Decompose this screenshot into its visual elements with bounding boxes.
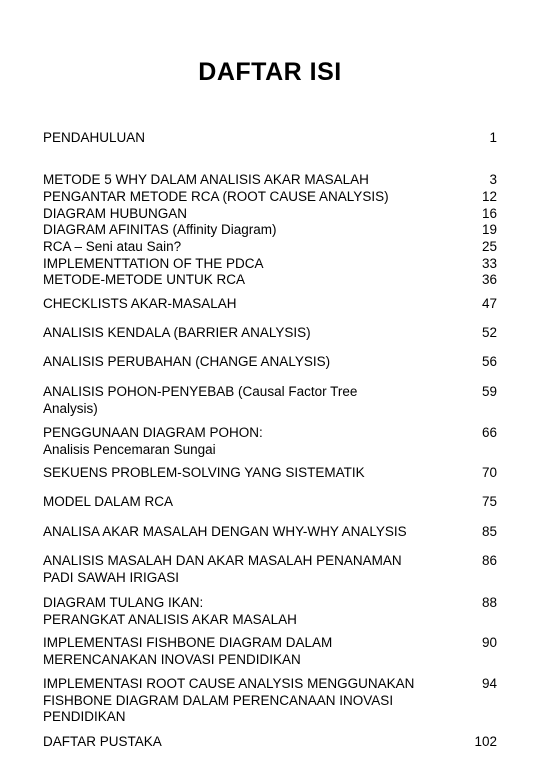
toc-entry-label: IMPLEMENTASI ROOT CAUSE ANALYSIS MENGGUNAKAN FISHBONE DIAGRAM DALAM PERENCANAAN INOVASI PENDIDIKAN (43, 676, 415, 724)
toc-entry-page: 12 (481, 189, 497, 204)
toc-entry-label: DIAGRAM AFINITAS (Affinity Diagram) (43, 222, 277, 237)
toc-entry-page: 36 (481, 272, 497, 287)
toc-entry-page: 19 (481, 222, 497, 237)
toc-entry-label: PENGANTAR METODE RCA (ROOT CAUSE ANALYSIS) (43, 189, 389, 204)
toc-entry-page: 70 (481, 465, 497, 480)
toc-entry-page: 33 (481, 256, 497, 271)
toc-entry-page: 90 (481, 635, 497, 650)
toc-entry-label: IMPLEMENTASI FISHBONE DIAGRAM DALAM MERENCANAKAN INOVASI PENDIDIKAN (43, 635, 333, 667)
toc-entry-label: METODE 5 WHY DALAM ANALISIS AKAR MASALAH (43, 172, 369, 187)
toc-entry-page: 25 (481, 239, 497, 254)
toc-entry-page: 1 (489, 130, 497, 145)
toc-entry-label: ANALISIS PERUBAHAN (CHANGE ANALYSIS) (43, 354, 331, 369)
toc-entry-label: ANALISA AKAR MASALAH DENGAN WHY-WHY ANALYSIS (43, 524, 407, 539)
toc-entry-label: DIAGRAM HUBUNGAN (43, 206, 188, 221)
toc-entry-label: SEKUENS PROBLEM-SOLVING YANG SISTEMATIK (43, 465, 365, 480)
toc-entry-page: 85 (481, 524, 497, 539)
toc-entry-page: 66 (481, 425, 497, 440)
toc-entry-label: IMPLEMENTTATION OF THE PDCA (43, 256, 264, 271)
toc-entry-page: 94 (481, 676, 497, 691)
toc-entry-label: DAFTAR PUSTAKA (43, 734, 162, 749)
toc-entry-page: 88 (481, 595, 497, 610)
toc-entry-label: PENGGUNAAN DIAGRAM POHON: Analisis Pencemaran Sungai (43, 425, 263, 457)
toc-entry-page: 56 (481, 354, 497, 369)
toc-entry-page: 86 (481, 553, 497, 568)
toc-entry-label: METODE-METODE UNTUK RCA (43, 272, 246, 287)
toc-entry-label: ANALISIS MASALAH DAN AKAR MASALAH PENANAMAN PADI SAWAH IRIGASI (43, 553, 402, 585)
toc-entry-page: 59 (481, 384, 497, 399)
toc-entry-label: DIAGRAM TULANG IKAN: PERANGKAT ANALISIS AKAR MASALAH (43, 595, 297, 627)
toc-entry-label: ANALISIS POHON-PENYEBAB (Causal Factor Tree Analysis) (43, 384, 358, 416)
toc-entry-page: 102 (474, 734, 497, 749)
toc-entry-page: 47 (481, 296, 497, 311)
toc-entry-label: RCA – Seni atau Sain? (43, 239, 182, 254)
toc-entry-page: 3 (489, 172, 497, 187)
toc-entry-label: MODEL DALAM RCA (43, 494, 174, 509)
toc-entry-label: ANALISIS KENDALA (BARRIER ANALYSIS) (43, 325, 311, 340)
toc-entry-page: 52 (481, 325, 497, 340)
toc-entry-page: 16 (481, 206, 497, 221)
toc-entry-page: 75 (481, 494, 497, 509)
page-title: DAFTAR ISI (198, 58, 342, 86)
toc-entry-label: PENDAHULUAN (43, 130, 146, 145)
toc-entry-label: CHECKLISTS AKAR-MASALAH (43, 296, 237, 311)
